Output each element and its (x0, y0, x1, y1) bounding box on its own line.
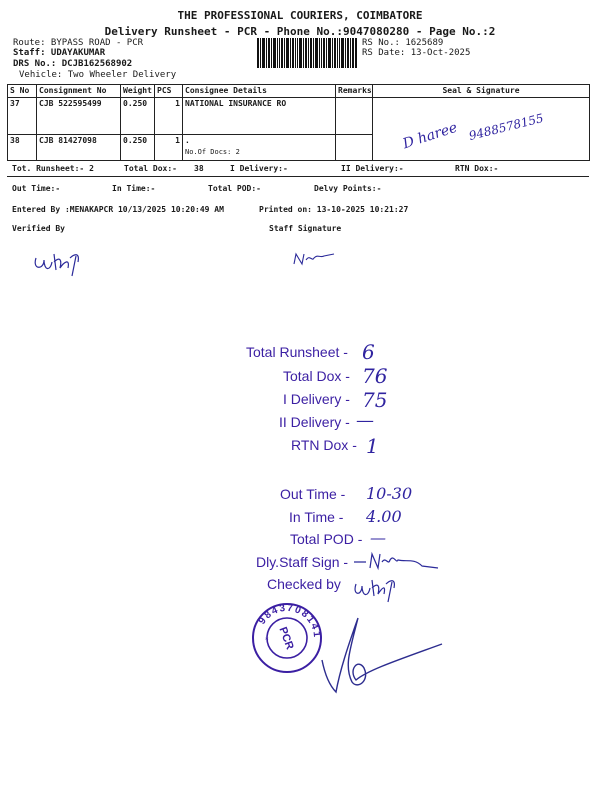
delvy-points-label: Delvy Points:- (314, 184, 382, 193)
cell-sno: 37 (8, 98, 37, 135)
consignee-name: . (185, 136, 190, 145)
stamp-total-dox: Total Dox - (283, 368, 350, 384)
seal-center-text: PCR (276, 625, 296, 652)
cell-remarks (336, 98, 373, 135)
cell-weight: 0.250 (121, 98, 155, 135)
handwritten-receiver-name: D haree (400, 119, 460, 153)
large-signature (318, 610, 448, 700)
stamp-out-time: Out Time - (280, 486, 346, 502)
handwritten-out-time: 10-30 (366, 484, 413, 503)
stamp-total-pod: Total POD - (290, 531, 363, 547)
stamp-checked-by: Checked by (267, 576, 341, 592)
staff-signature-label: Staff Signature (269, 224, 342, 233)
docs-count: No.Of Docs: 2 (185, 148, 240, 156)
checked-by-signature (350, 570, 400, 604)
cell-consignee (183, 135, 336, 161)
handwritten-total-dox: 76 (362, 364, 388, 388)
staff-text: Staff: UDAYAKUMAR (13, 48, 106, 58)
i-delivery-label: I Delivery:- (230, 164, 288, 173)
handwritten-rtn-dox: 1 (366, 434, 379, 458)
handwritten-receiver-phone: 9488578155 (467, 110, 545, 144)
cell-consignee: NATIONAL INSURANCE RO (183, 98, 336, 135)
cell-weight: 0.250 (121, 135, 155, 161)
divider-line (7, 176, 589, 177)
verified-by-signature (30, 240, 90, 280)
table-header-row (8, 85, 590, 98)
stamp-rtn-dox: RTN Dox - (291, 437, 357, 453)
rtn-dox-label: RTN Dox:- (455, 164, 499, 173)
stamp-dly-staff-sign: Dly.Staff Sign - (256, 554, 349, 570)
stamp-total-runsheet: Total Runsheet - (246, 344, 348, 360)
handwritten-total-pod: — (370, 528, 386, 547)
route-text: Route: BYPASS ROAD - PCR (13, 38, 144, 48)
rs-number: RS No.: 1625689 (362, 38, 444, 48)
total-dox-label: Total Dox:- (124, 164, 177, 173)
drs-number: DRS No.: DCJB162568902 (13, 59, 133, 69)
col-header-pcs: PCS (155, 85, 183, 98)
total-dox-value: 38 (194, 164, 204, 173)
cell-consignment: CJB 81427098 (37, 135, 121, 161)
handwritten-total-runsheet: 6 (362, 340, 375, 364)
staff-signature (290, 244, 340, 274)
entered-by: Entered By :MENAKAPCR 10/13/2025 10:20:49 AM (12, 205, 224, 214)
seal-number: 9843708141 (256, 602, 323, 640)
cell-pcs: 1 (155, 98, 183, 135)
stamp-i-delivery: I Delivery - (283, 391, 350, 407)
seal-star-icon: * (265, 636, 269, 644)
barcode-image (257, 38, 357, 68)
in-time-label: In Time:- (112, 184, 156, 193)
cell-pcs: 1 (155, 135, 183, 161)
runsheet-subtitle: Delivery Runsheet - PCR - Phone No.:9047080280 - Page No.:2 (104, 25, 496, 38)
verified-by-label: Verified By (12, 224, 65, 233)
cell-remarks (336, 135, 373, 161)
total-pod-label: Total POD:- (208, 184, 261, 193)
printed-on: Printed on: 13-10-2025 10:21:27 (259, 205, 409, 214)
col-header-seal: Seal & Signature (373, 85, 590, 98)
cell-sno: 38 (8, 135, 37, 161)
out-time-label: Out Time:- (12, 184, 61, 193)
handwritten-i-delivery: 75 (362, 388, 388, 412)
vehicle-text: Vehicle: Two Wheeler Delivery (19, 70, 177, 80)
col-header-sno: S No (8, 85, 37, 98)
tot-runsheet: Tot. Runsheet:- 2 (12, 164, 94, 173)
rs-date: RS Date: 13-Oct-2025 (362, 48, 471, 58)
stamp-in-time: In Time - (289, 509, 344, 525)
cell-consignment: CJB 522595499 (37, 98, 121, 135)
pcr-round-seal (251, 602, 323, 674)
col-header-consignee: Consignee Details (183, 85, 336, 98)
company-title: THE PROFESSIONAL COURIERS, COIMBATORE (177, 9, 423, 22)
col-header-remarks: Remarks (336, 85, 373, 98)
handwritten-ii-delivery: — (356, 410, 374, 431)
col-header-consignment: Consignment No (37, 85, 121, 98)
stamp-ii-delivery: II Delivery - (279, 414, 350, 430)
col-header-weight: Weight (121, 85, 155, 98)
handwritten-in-time: 4.00 (366, 507, 402, 526)
ii-delivery-label: II Delivery:- (341, 164, 404, 173)
